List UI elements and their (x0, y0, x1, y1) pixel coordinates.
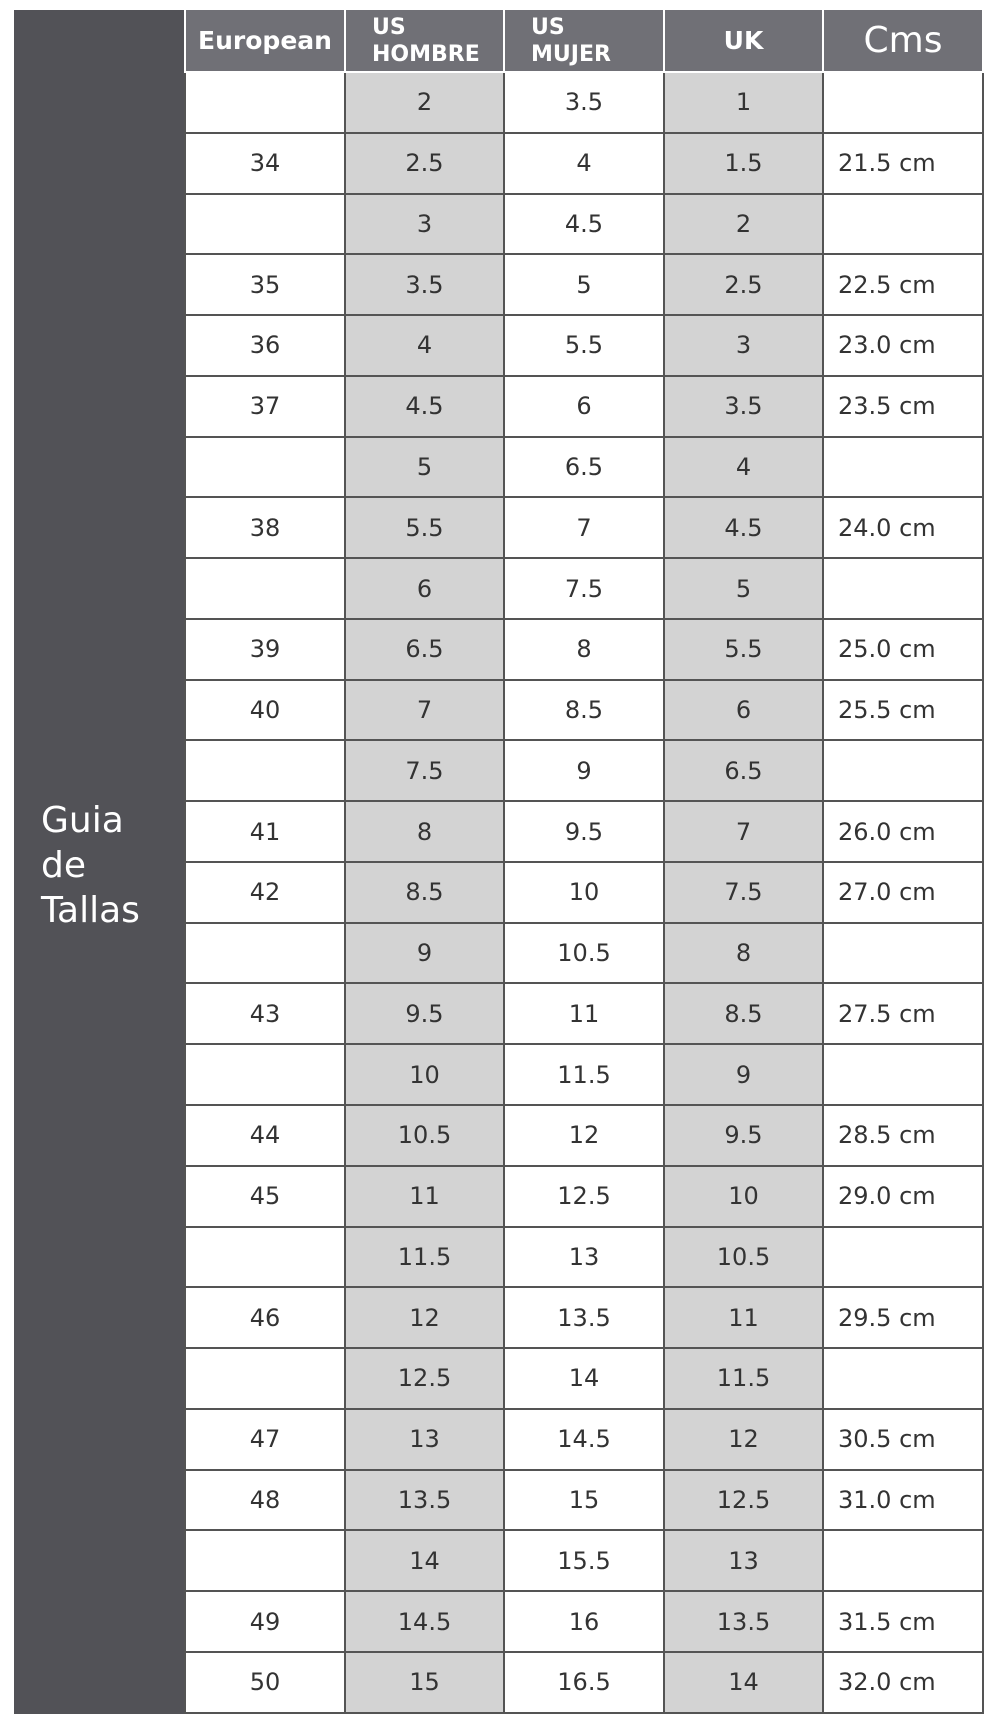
cell-cms: 28.5 cm (823, 1105, 983, 1166)
cell-cms (823, 1227, 983, 1288)
cell-us-hombre: 9 (345, 923, 504, 984)
cell-european (185, 1227, 345, 1288)
cell-uk: 5.5 (664, 619, 823, 680)
cell-european: 48 (185, 1470, 345, 1531)
cell-cms (823, 1348, 983, 1409)
cell-us-mujer: 11 (504, 983, 664, 1044)
size-chart (14, 10, 982, 1714)
cell-cms (823, 194, 983, 255)
cell-cms: 23.0 cm (823, 315, 983, 376)
cell-cms: 24.0 cm (823, 497, 983, 558)
cell-us-hombre: 8 (345, 801, 504, 862)
cell-cms: 29.5 cm (823, 1287, 983, 1348)
cell-uk: 9 (664, 1044, 823, 1105)
cell-us-mujer: 4.5 (504, 194, 664, 255)
table-row (185, 1470, 983, 1531)
cell-us-mujer: 13.5 (504, 1287, 664, 1348)
cell-us-mujer: 9.5 (504, 801, 664, 862)
cell-european: 47 (185, 1409, 345, 1470)
cell-us-mujer: 8.5 (504, 680, 664, 741)
cell-us-hombre: 10 (345, 1044, 504, 1105)
cell-european: 37 (185, 376, 345, 437)
table-row (185, 1409, 983, 1470)
cell-european: 49 (185, 1591, 345, 1652)
cell-cms: 25.0 cm (823, 619, 983, 680)
table-row (185, 1591, 983, 1652)
cell-cms: 31.5 cm (823, 1591, 983, 1652)
cell-us-mujer: 4 (504, 133, 664, 194)
table-row (185, 983, 983, 1044)
cell-us-mujer: 11.5 (504, 1044, 664, 1105)
cell-us-mujer: 16.5 (504, 1652, 664, 1713)
cell-cms: 25.5 cm (823, 680, 983, 741)
cell-us-hombre: 5.5 (345, 497, 504, 558)
cell-us-hombre: 4 (345, 315, 504, 376)
cell-uk: 8.5 (664, 983, 823, 1044)
cell-cms (823, 923, 983, 984)
cell-european: 45 (185, 1166, 345, 1227)
cell-us-mujer: 9 (504, 740, 664, 801)
cell-us-hombre: 14 (345, 1530, 504, 1591)
cell-uk: 3.5 (664, 376, 823, 437)
cell-cms: 21.5 cm (823, 133, 983, 194)
table-row (185, 376, 983, 437)
cell-cms: 23.5 cm (823, 376, 983, 437)
cell-us-hombre: 4.5 (345, 376, 504, 437)
cell-uk: 12.5 (664, 1470, 823, 1531)
cell-european: 36 (185, 315, 345, 376)
table-row (185, 1287, 983, 1348)
cell-european: 38 (185, 497, 345, 558)
cell-european: 43 (185, 983, 345, 1044)
cell-us-mujer: 14 (504, 1348, 664, 1409)
cell-uk: 8 (664, 923, 823, 984)
cell-uk: 11 (664, 1287, 823, 1348)
cell-us-mujer: 14.5 (504, 1409, 664, 1470)
table-row (185, 1044, 983, 1105)
table-row (185, 558, 983, 619)
cell-uk: 6 (664, 680, 823, 741)
cell-uk: 11.5 (664, 1348, 823, 1409)
cell-european: 39 (185, 619, 345, 680)
cell-uk: 1 (664, 72, 823, 133)
cell-uk: 2 (664, 194, 823, 255)
table-row (185, 1166, 983, 1227)
cell-us-hombre: 2.5 (345, 133, 504, 194)
cell-cms (823, 558, 983, 619)
cell-us-hombre: 10.5 (345, 1105, 504, 1166)
cell-uk: 4 (664, 437, 823, 498)
cell-cms: 31.0 cm (823, 1470, 983, 1531)
cell-cms (823, 740, 983, 801)
cell-us-mujer: 12 (504, 1105, 664, 1166)
cell-cms (823, 1530, 983, 1591)
cell-us-hombre: 6 (345, 558, 504, 619)
cell-us-hombre: 8.5 (345, 862, 504, 923)
cell-us-mujer: 13 (504, 1227, 664, 1288)
header-row (185, 10, 983, 72)
header-us-hombre: US HOMBRE (345, 10, 504, 72)
cell-us-mujer: 16 (504, 1591, 664, 1652)
table-row (185, 1105, 983, 1166)
table-row (185, 619, 983, 680)
cell-us-hombre: 2 (345, 72, 504, 133)
cell-uk: 13 (664, 1530, 823, 1591)
cell-european (185, 1348, 345, 1409)
cell-european (185, 1044, 345, 1105)
cell-european (185, 923, 345, 984)
cell-us-mujer: 10.5 (504, 923, 664, 984)
cell-us-hombre: 15 (345, 1652, 504, 1713)
table-row (185, 194, 983, 255)
cell-cms: 26.0 cm (823, 801, 983, 862)
table-row (185, 801, 983, 862)
cell-cms (823, 437, 983, 498)
cell-european: 42 (185, 862, 345, 923)
cell-uk: 10 (664, 1166, 823, 1227)
cell-european: 40 (185, 680, 345, 741)
cell-european: 41 (185, 801, 345, 862)
cell-cms: 29.0 cm (823, 1166, 983, 1227)
cell-cms: 30.5 cm (823, 1409, 983, 1470)
cell-european: 50 (185, 1652, 345, 1713)
cell-uk: 5 (664, 558, 823, 619)
cell-us-mujer: 15 (504, 1470, 664, 1531)
cell-us-hombre: 14.5 (345, 1591, 504, 1652)
table-body (185, 72, 983, 1713)
table-row (185, 1348, 983, 1409)
cell-us-hombre: 12.5 (345, 1348, 504, 1409)
cell-uk: 14 (664, 1652, 823, 1713)
cell-uk: 9.5 (664, 1105, 823, 1166)
size-table (184, 10, 984, 1714)
cell-european: 34 (185, 133, 345, 194)
cell-cms: 27.0 cm (823, 862, 983, 923)
cell-us-mujer: 15.5 (504, 1530, 664, 1591)
cell-us-hombre: 6.5 (345, 619, 504, 680)
cell-us-mujer: 7 (504, 497, 664, 558)
cell-us-mujer: 8 (504, 619, 664, 680)
cell-cms: 22.5 cm (823, 254, 983, 315)
cell-uk: 7.5 (664, 862, 823, 923)
cell-us-mujer: 5.5 (504, 315, 664, 376)
header-european: European (185, 10, 345, 72)
table-row (185, 1530, 983, 1591)
cell-european (185, 558, 345, 619)
cell-european: 44 (185, 1105, 345, 1166)
cell-uk: 7 (664, 801, 823, 862)
cell-uk: 10.5 (664, 1227, 823, 1288)
sidebar (14, 10, 184, 1714)
table-row (185, 1227, 983, 1288)
cell-us-hombre: 5 (345, 437, 504, 498)
table-row (185, 315, 983, 376)
cell-us-mujer: 3.5 (504, 72, 664, 133)
cell-cms (823, 1044, 983, 1105)
size-table-container (184, 10, 982, 1714)
header-uk: UK (664, 10, 823, 72)
cell-european: 35 (185, 254, 345, 315)
cell-us-mujer: 6.5 (504, 437, 664, 498)
cell-us-hombre: 7.5 (345, 740, 504, 801)
cell-us-hombre: 9.5 (345, 983, 504, 1044)
cell-us-mujer: 5 (504, 254, 664, 315)
cell-us-mujer: 6 (504, 376, 664, 437)
cell-cms (823, 72, 983, 133)
cell-us-hombre: 13 (345, 1409, 504, 1470)
cell-uk: 3 (664, 315, 823, 376)
sidebar-title: Guia de Tallas (41, 800, 140, 931)
cell-us-hombre: 3.5 (345, 254, 504, 315)
table-row (185, 72, 983, 133)
cell-european (185, 194, 345, 255)
cell-us-hombre: 3 (345, 194, 504, 255)
cell-us-hombre: 12 (345, 1287, 504, 1348)
cell-us-mujer: 10 (504, 862, 664, 923)
table-row (185, 923, 983, 984)
table-row (185, 740, 983, 801)
cell-us-hombre: 11 (345, 1166, 504, 1227)
cell-uk: 4.5 (664, 497, 823, 558)
cell-uk: 1.5 (664, 133, 823, 194)
header-us-mujer: US MUJER (504, 10, 664, 72)
table-row (185, 437, 983, 498)
cell-cms: 27.5 cm (823, 983, 983, 1044)
cell-us-mujer: 7.5 (504, 558, 664, 619)
cell-us-hombre: 7 (345, 680, 504, 741)
cell-european (185, 72, 345, 133)
cell-uk: 13.5 (664, 1591, 823, 1652)
header-cms: Cms (823, 10, 983, 72)
cell-us-hombre: 11.5 (345, 1227, 504, 1288)
table-row (185, 1652, 983, 1713)
cell-uk: 12 (664, 1409, 823, 1470)
table-row (185, 497, 983, 558)
cell-european (185, 1530, 345, 1591)
cell-european (185, 740, 345, 801)
table-row (185, 862, 983, 923)
table-row (185, 133, 983, 194)
table-row (185, 254, 983, 315)
cell-us-hombre: 13.5 (345, 1470, 504, 1531)
cell-cms: 32.0 cm (823, 1652, 983, 1713)
cell-european: 46 (185, 1287, 345, 1348)
cell-european (185, 437, 345, 498)
cell-uk: 2.5 (664, 254, 823, 315)
table-row (185, 680, 983, 741)
cell-uk: 6.5 (664, 740, 823, 801)
cell-us-mujer: 12.5 (504, 1166, 664, 1227)
